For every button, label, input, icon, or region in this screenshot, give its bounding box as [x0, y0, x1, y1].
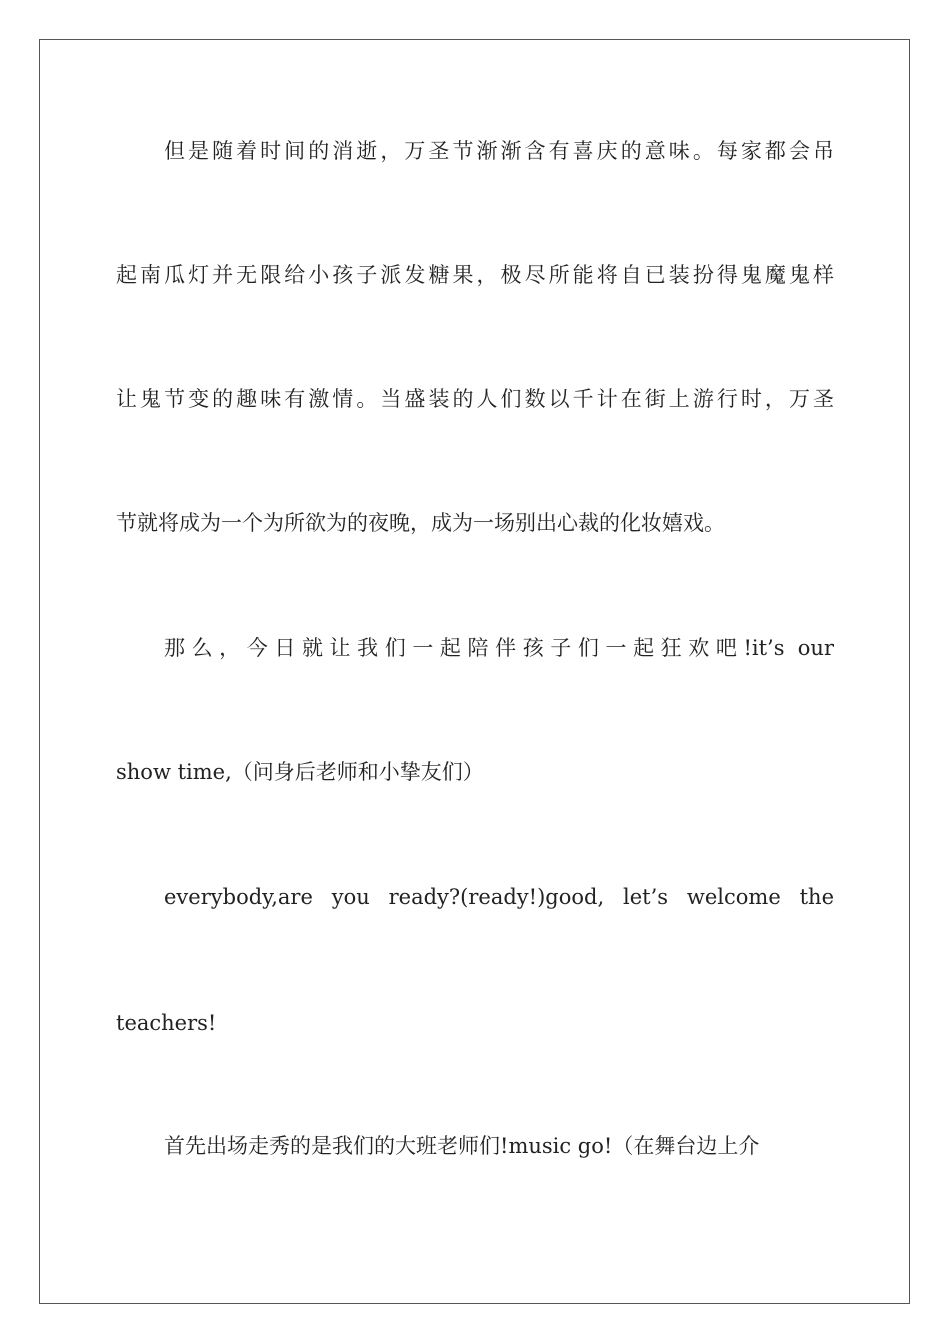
paragraph-2-line-1: 那么，今日就让我们一起陪伴孩子们一起狂欢吧!it’s our [164, 636, 834, 660]
paragraph-1-line-3: 让鬼节变的趣味有激情。当盛装的人们数以千计在街上游行时，万圣 [116, 387, 834, 411]
paragraph-1-line-2: 起南瓜灯并无限给小孩子派发糖果，极尽所能将自已装扮得鬼魔鬼样 [116, 263, 834, 287]
paragraph-4-line-1: 首先出场走秀的是我们的大班老师们!music go!（在舞台边上介 [164, 1134, 760, 1158]
page-border [39, 39, 910, 1304]
paragraph-3-line-1: everybody,are you ready?(ready!)good, let’s welcome the [164, 885, 834, 909]
paragraph-1-line-4: 节就将成为一个为所欲为的夜晚，成为一场别出心裁的化妆嬉戏。 [116, 511, 725, 535]
paragraph-1-line-1: 但是随着时间的消逝，万圣节渐渐含有喜庆的意味。每家都会吊 [164, 139, 834, 163]
paragraph-2-line-2: show time,（问身后老师和小挚友们） [116, 760, 484, 784]
paragraph-3-line-2: teachers! [116, 1011, 217, 1035]
